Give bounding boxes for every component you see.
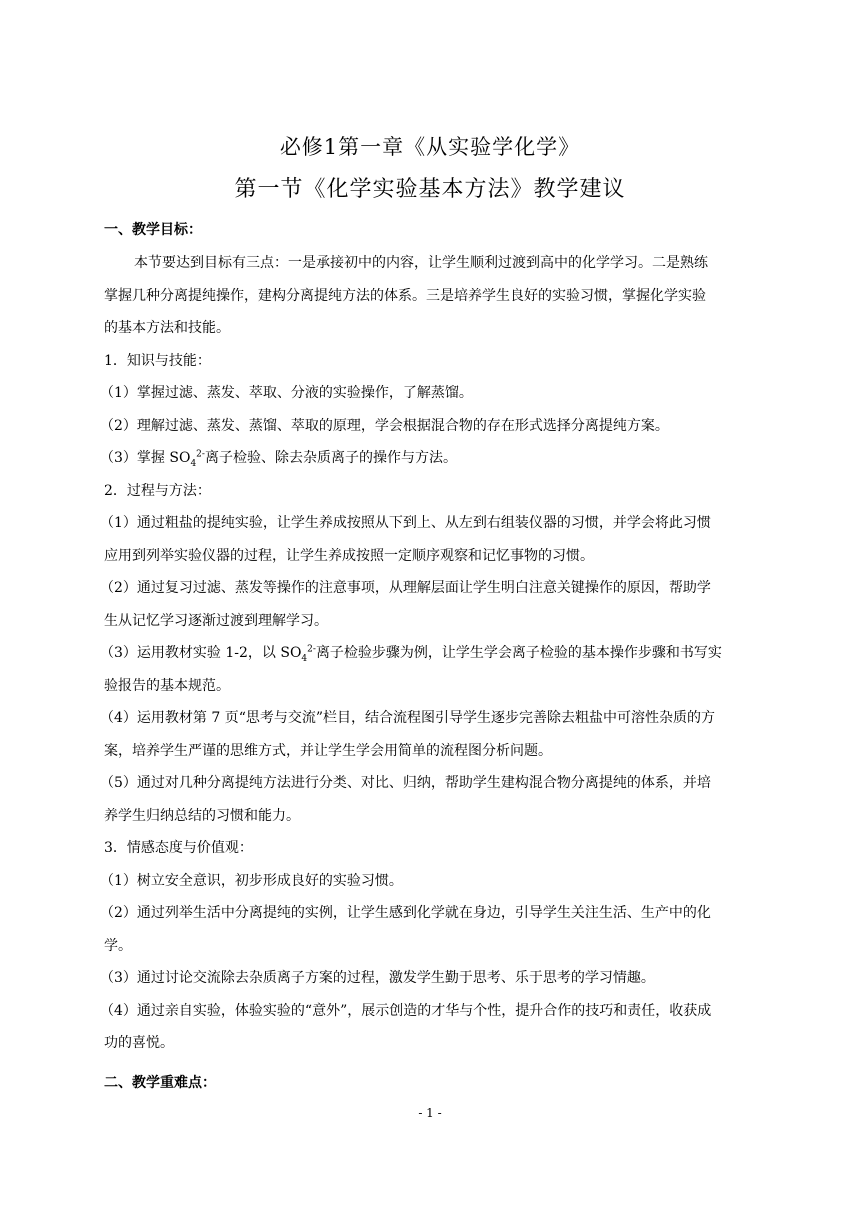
process-item-4-line-2: 案，培养学生严谨的思维方式，并让学生学会用简单的流程图分析问题。: [104, 743, 552, 759]
process-item-1-line-2: 应用到列举实验仪器的过程，让学生养成按照一定顺序观察和记忆事物的习惯。: [104, 548, 594, 564]
knowledge-item-2: （2）理解过滤、蒸发、蒸馏、萃取的原理，学会根据混合物的存在形式选择分离提纯方案。: [100, 418, 669, 434]
intro-line-2: 掌握几种分离提纯操作，建构分离提纯方法的体系。三是培养学生良好的实验习惯，掌握化学实验: [104, 288, 706, 304]
process-item-2-line-1: （2）通过复习过滤、蒸发等操作的注意事项，从理解层面让学生明白注意关键操作的原因，帮助学: [100, 580, 711, 596]
process-item-4-line-1: （4）运用教材第 7 页“思考与交流”栏目，结合流程图引导学生逐步完善除去粗盐中可溶性杂质的方: [100, 710, 716, 726]
process-item-1-line-1: （1）通过粗盐的提纯实验，让学生养成按照从下到上、从左到右组装仪器的习惯，并学会将此习惯: [100, 515, 711, 531]
heading-teaching-goals: 一、教学目标：: [104, 222, 202, 238]
process-item-3-line-2: 验报告的基本规范。: [104, 678, 230, 694]
emotion-item-4-line-1: （4）通过亲自实验，体验实验的“意外”，展示创造的才华与个性，提升合作的技巧和责任，收获成: [100, 1003, 712, 1019]
emotion-item-2-line-1: （2）通过列举生活中分离提纯的实例，让学生感到化学就在身边，引导学生关注生活、生产中的化: [100, 905, 711, 921]
process-item-5-line-2: 养学生归纳总结的习惯和能力。: [104, 808, 300, 824]
process-item-5-line-1: （5）通过对几种分离提纯方法进行分类、对比、归纳，帮助学生建构混合物分离提纯的体系，并培: [100, 775, 711, 791]
emotion-item-2-line-2: 学。: [104, 938, 132, 954]
intro-line-3: 的基本方法和技能。: [104, 320, 230, 336]
emotion-item-1: （1）树立安全意识，初步形成良好的实验习惯。: [100, 873, 403, 889]
knowledge-heading: 1．知识与技能：: [104, 353, 211, 369]
knowledge-item-1: （1）掌握过滤、蒸发、萃取、分液的实验操作，了解蒸馏。: [100, 385, 473, 401]
heading-key-difficult-points: 二、教学重难点：: [104, 1075, 216, 1091]
knowledge-item-3: （3）掌握 $SO_4^{2-}$离子检验、除去杂质离子的操作与方法。: [100, 449, 457, 469]
chapter-title: 必修1第一章《从实验学化学》: [279, 135, 581, 159]
emotion-item-3: （3）通过讨论交流除去杂质离子方案的过程，激发学生勤于思考、乐于思考的学习情趣。: [100, 970, 655, 986]
process-heading: 2．过程与方法：: [104, 483, 211, 499]
process-item-2-line-2: 生从记忆学习逐渐过渡到理解学习。: [104, 613, 328, 629]
section-title: 第一节《化学实验基本方法》教学建议: [234, 177, 626, 202]
intro-line-1: 本节要达到目标有三点：一是承接初中的内容，让学生顺利过渡到高中的化学学习。二是熟练: [134, 255, 708, 271]
page-number: - 1 -: [418, 1106, 442, 1120]
process-item-3-line-1: （3）运用教材实验 1-2，以 $SO_4^{2-}$离子检验步骤为例，让学生学会离子检验的基本操作步骤和书写实: [100, 644, 722, 664]
emotion-item-4-line-2: 功的喜悦。: [104, 1035, 174, 1051]
emotion-heading: 3．情感态度与价值观：: [104, 840, 253, 856]
